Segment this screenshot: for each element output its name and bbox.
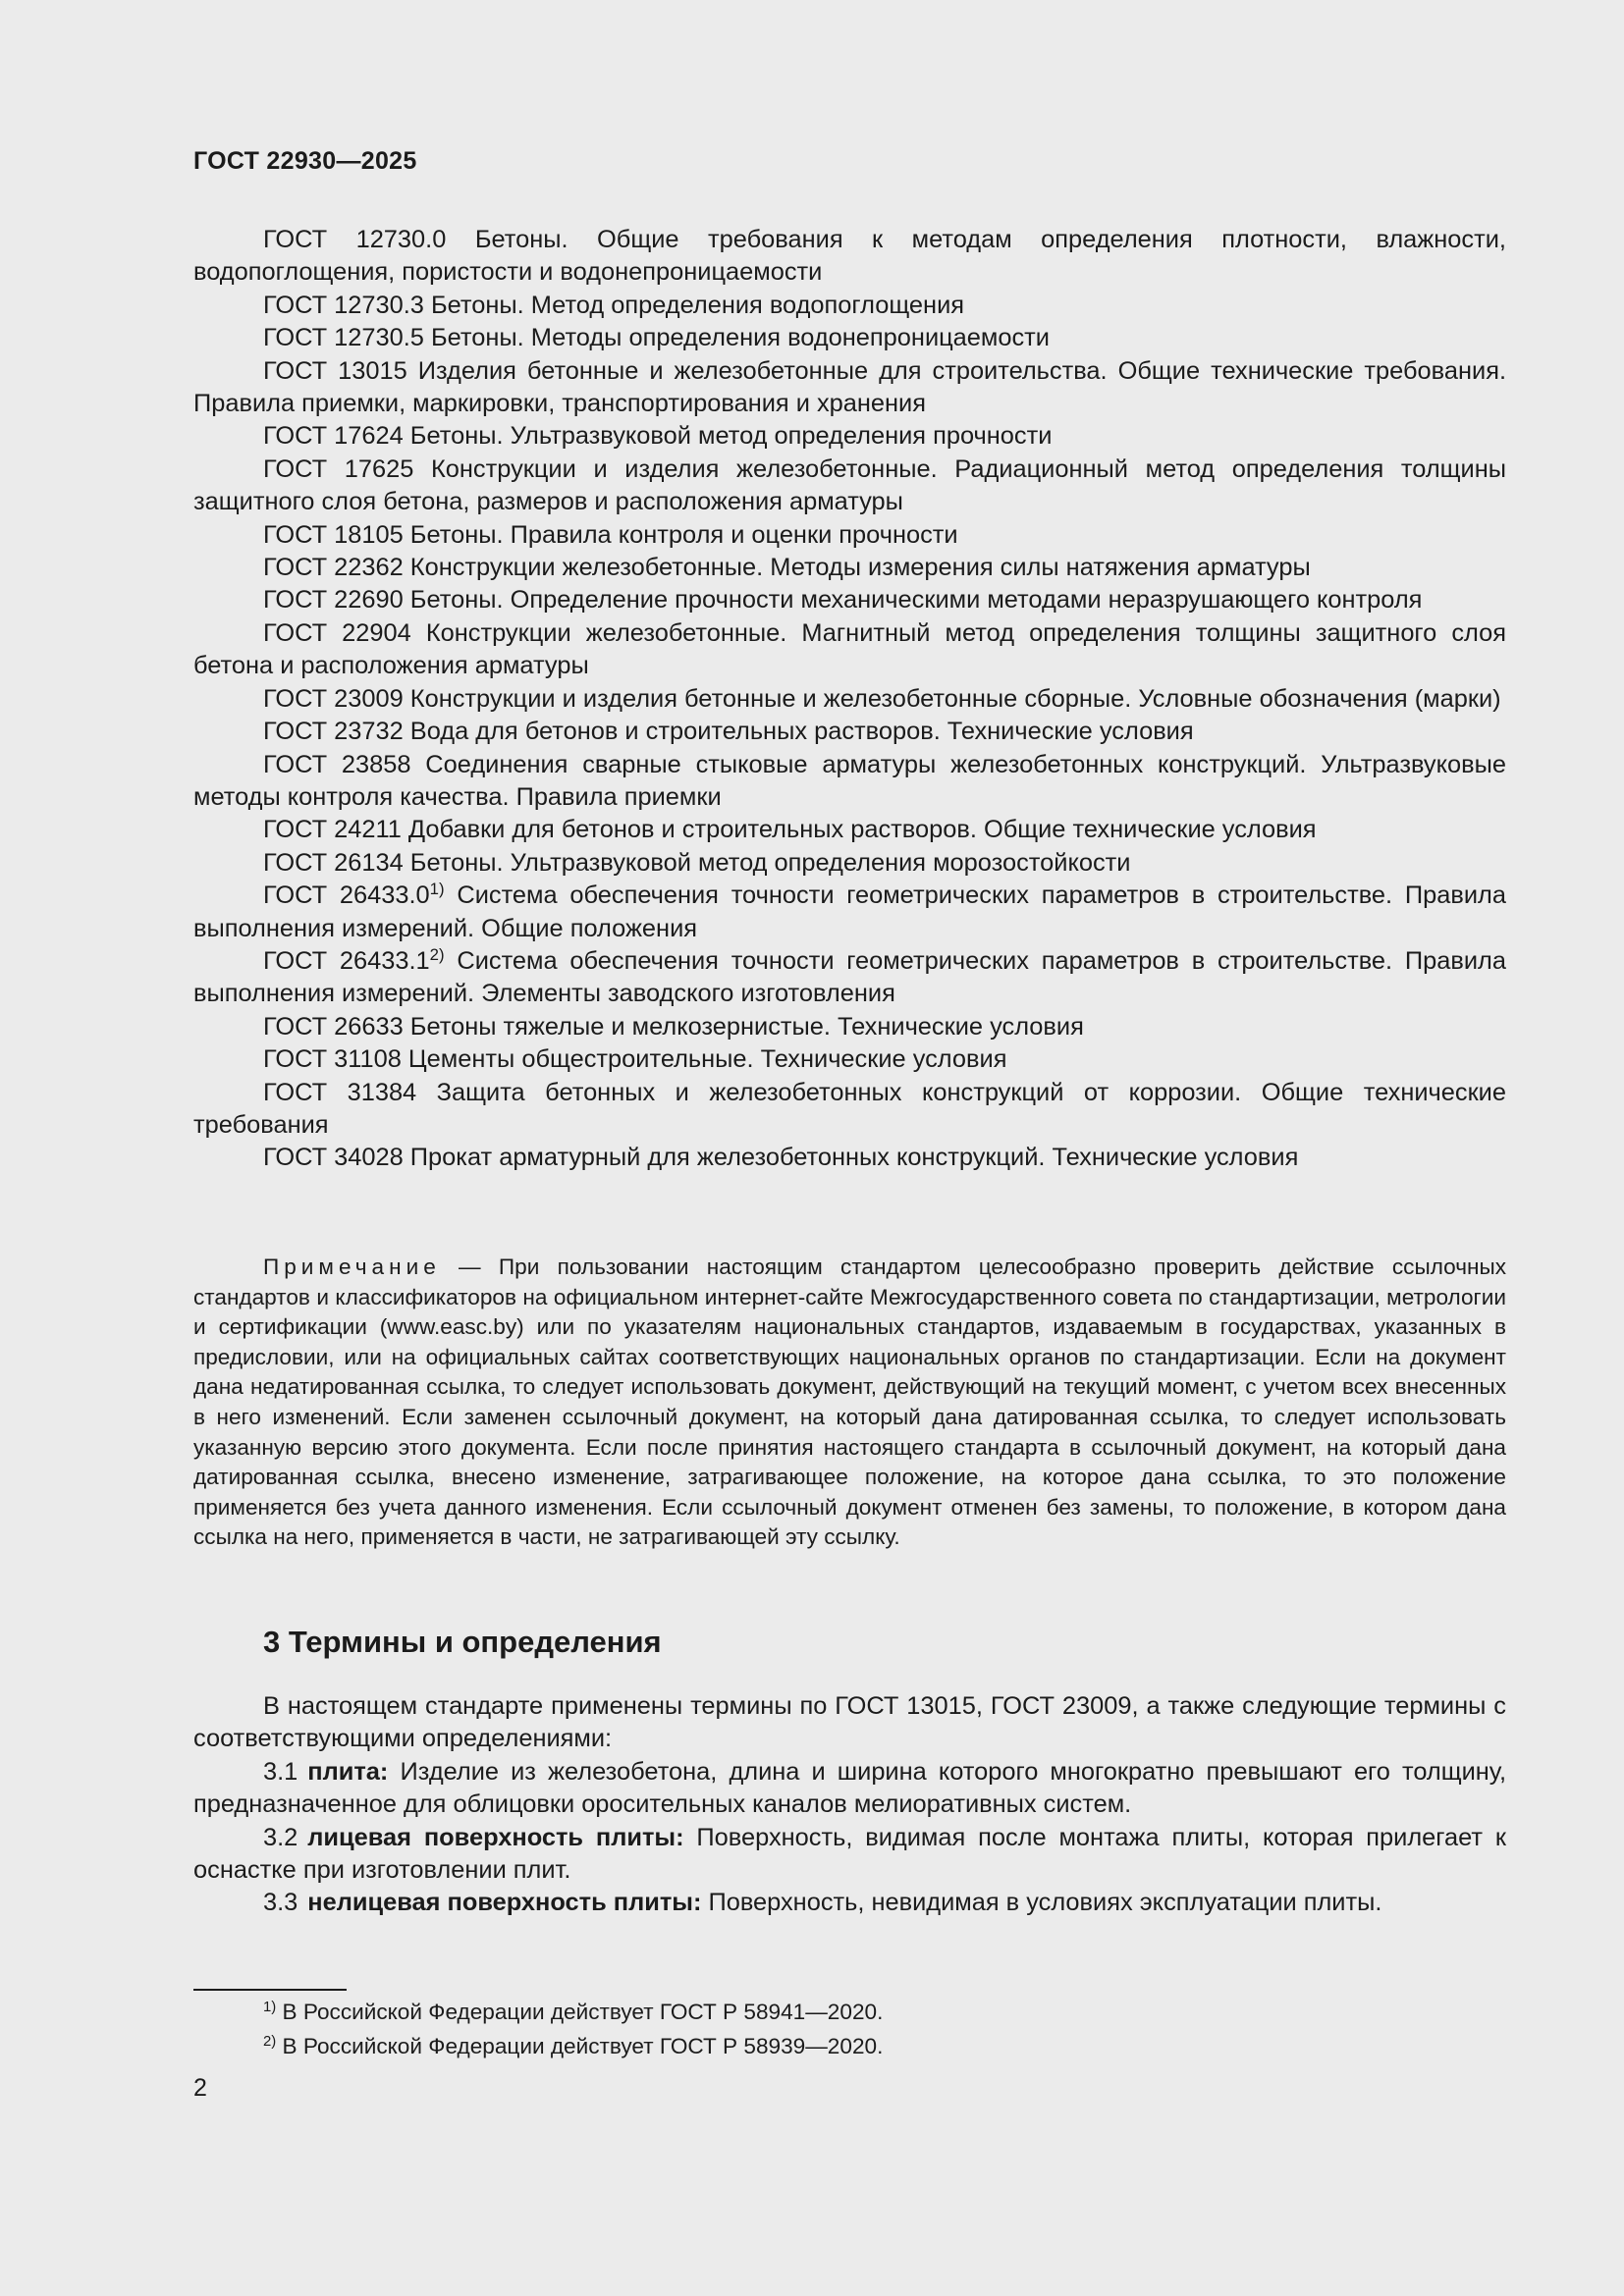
document-header: ГОСТ 22930—2025 xyxy=(193,147,417,175)
reference-item-with-footnote xyxy=(193,945,1506,1011)
footnote-text: В Российской Федерации действует ГОСТ Р 58939—2020. xyxy=(276,2034,884,2058)
page-number: 2 xyxy=(193,2074,207,2102)
term-name: плита: xyxy=(307,1757,389,1786)
reference-item: ГОСТ 23858 Соединения сварные стыковые арматуры железобетонных конструкций. Ультразвуковые методы контроля качества. Правила приемки xyxy=(193,750,1506,811)
term-text: Поверхность, невидимая в условиях эксплуатации плиты. xyxy=(701,1889,1382,1917)
reference-item: ГОСТ 12730.0 Бетоны. Общие требования к методам определения плотности, влажности, водопоглощения, пористости и водонепроницаемости xyxy=(193,226,1506,287)
reference-item: ГОСТ 23732 Вода для бетонов и строительных растворов. Технические условия xyxy=(263,718,1194,746)
term-name: нелицевая поверхность плиты: xyxy=(307,1889,702,1917)
reference-item: ГОСТ 17624 Бетоны. Ультразвуковой метод определения прочности xyxy=(263,422,1053,451)
references-note xyxy=(193,1253,1506,1553)
reference-item: ГОСТ 24211 Добавки для бетонов и строительных растворов. Общие технические условия xyxy=(263,816,1317,844)
term-definition xyxy=(193,1887,1506,1919)
reference-item: ГОСТ 23009 Конструкции и изделия бетонные и железобетонные сборные. Условные обозначения (марки) xyxy=(263,684,1501,713)
term-text: Изделие из железобетона, длина и ширина которого многократно превышают его толщину, предназначенное для облицовки оросительных каналов мелиоративных систем. xyxy=(193,1757,1506,1819)
term-text: Поверхность, видимая после монтажа плиты, которая прилегает к оснастке при изготовлении плит. xyxy=(193,1823,1506,1885)
footnote-mark: 1) xyxy=(263,1999,277,2015)
footnote xyxy=(263,1995,883,2029)
term-number: 3.3 xyxy=(263,1889,298,1917)
reference-item: ГОСТ 31384 Защита бетонных и железобетонных конструкций от коррозии. Общие технические требования xyxy=(193,1078,1506,1139)
normative-references-list xyxy=(193,224,1506,1175)
term-number: 3.1 xyxy=(263,1757,298,1786)
note-text: — При пользовании настоящим стандартом целесообразно проверить действие ссылочных стандартов и классификаторов на официальном интернет-сайте Межгосударственного совета по стандартизации, метрологии и сертификации (www.easc.by) или по указателям национальных стандартов, издаваемым в государствах, указанных в предисловии, или на официальных сайтах соответствующих национальных органов по стандартизации. Если на документ дана недатированная ссылка, то следует использовать документ, действующий на текущий момент, с учетом всех внесенных в него изменений. Если заменен ссылочный документ, на который дана датированная ссылка, то следует использовать указанную версию этого документа. Если после принятия настоящего стандарта в ссылочный документ, на который дана датированная ссылка, внесено изменение, затрагивающее положение, на которое дана ссылка, то это положение применяется без учета данного изменения. Если ссылочный документ отменен без замены, то положение, в котором дана ссылка на него, применяется в части, не затрагивающей эту ссылку. xyxy=(193,1255,1506,1550)
reference-item: ГОСТ 13015 Изделия бетонные и железобетонные для строительства. Общие технические требования. Правила приемки, маркировки, транспортирования и хранения xyxy=(193,356,1506,418)
reference-item: ГОСТ 26633 Бетоны тяжелые и мелкозернистые. Технические условия xyxy=(263,1012,1084,1041)
reference-item: ГОСТ 12730.5 Бетоны. Методы определения водонепроницаемости xyxy=(263,324,1050,352)
reference-item: ГОСТ 34028 Прокат арматурный для железобетонных конструкций. Технические условия xyxy=(263,1144,1299,1172)
reference-code: ГОСТ 26433.1 xyxy=(263,946,430,975)
reference-item: ГОСТ 22904 Конструкции железобетонные. Магнитный метод определения толщины защитного слоя бетона и расположения арматуры xyxy=(193,618,1506,680)
term-definition xyxy=(193,1822,1506,1888)
note-label: Примечание xyxy=(263,1255,441,1279)
reference-code: ГОСТ 26433.0 xyxy=(263,881,430,910)
footnote-separator xyxy=(193,1989,347,1991)
section-title: 3 Термины и определения xyxy=(263,1625,662,1659)
footnote-text: В Российской Федерации действует ГОСТ Р 58941—2020. xyxy=(276,2000,884,2024)
footnote-mark: 2) xyxy=(429,944,445,964)
reference-item-with-footnote xyxy=(193,880,1506,945)
reference-item: ГОСТ 22690 Бетоны. Определение прочности механическими методами неразрушающего контроля xyxy=(263,586,1423,614)
reference-item: ГОСТ 12730.3 Бетоны. Метод определения водопоглощения xyxy=(263,291,965,319)
reference-item: ГОСТ 18105 Бетоны. Правила контроля и оценки прочности xyxy=(263,520,958,549)
footnote xyxy=(263,2029,883,2063)
term-name: лицевая поверхность плиты: xyxy=(307,1823,684,1851)
terms-section xyxy=(193,1690,1506,1920)
reference-item: ГОСТ 31108 Цементы общестроительные. Технические условия xyxy=(263,1045,1007,1074)
term-number: 3.2 xyxy=(263,1823,298,1851)
terms-intro: В настоящем стандарте применены термины по ГОСТ 13015, ГОСТ 23009, а также следующие термины с соответствующими определениями: xyxy=(193,1692,1506,1753)
reference-title: Система обеспечения точности геометрических параметров в строительстве. Правила выполнения измерений. Общие положения xyxy=(193,881,1506,942)
reference-item: ГОСТ 22362 Конструкции железобетонные. Методы измерения силы натяжения арматуры xyxy=(263,554,1311,582)
reference-title: Система обеспечения точности геометрических параметров в строительстве. Правила выполнения измерений. Элементы заводского изготовления xyxy=(193,946,1506,1008)
reference-item: ГОСТ 17625 Конструкции и изделия железобетонные. Радиационный метод определения толщины защитного слоя бетона, размеров и расположения арматуры xyxy=(193,454,1506,516)
term-definition xyxy=(193,1756,1506,1822)
footnote-mark: 1) xyxy=(429,879,445,898)
reference-item: ГОСТ 26134 Бетоны. Ультразвуковой метод определения морозостойкости xyxy=(263,848,1131,877)
footnote-mark: 2) xyxy=(263,2033,277,2050)
footnotes xyxy=(263,1995,883,2063)
